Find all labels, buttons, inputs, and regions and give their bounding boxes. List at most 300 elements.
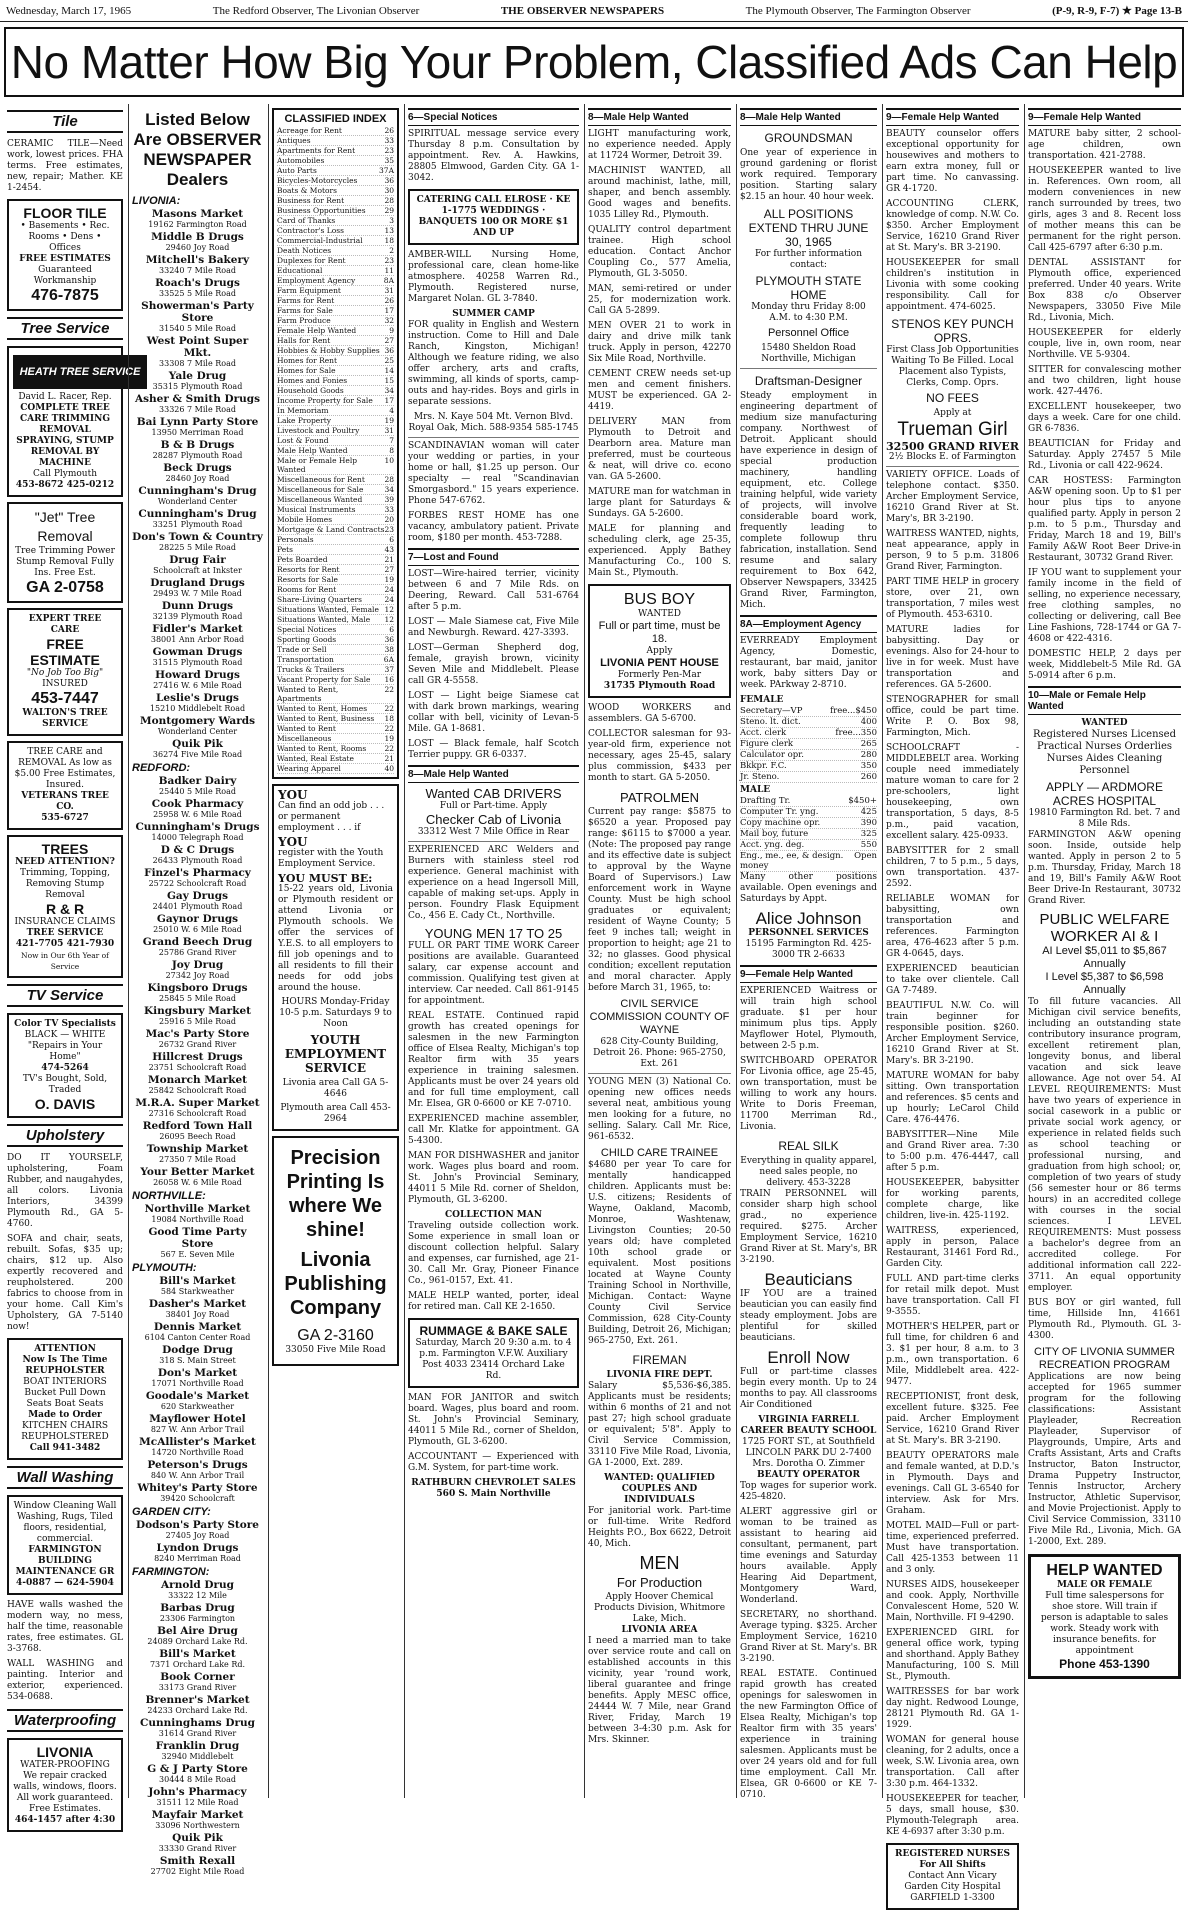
ad-text: Now Is The Time	[22, 1355, 108, 1365]
dealer-address: 27405 Joy Road	[165, 1531, 230, 1540]
classified-ad: SOFA and chair, seats, rebuilt. Sofas, $35 up; chairs, $12 up. Also expertly recovered and reupholstered. 200 fabrics to choose from in your home. Call Kim's Upholstery, GA 7-5140 now!	[7, 1234, 123, 1332]
index-number: 36	[384, 346, 394, 355]
job-listing	[740, 829, 877, 840]
classified-ad: MAN FOR JANITOR and switch board. Wages, plus board and room. St. John's Provincial Seminary, 44011 5 Mile Rd., corner of Sheldon, Plymouth, GL 3-6200.	[408, 1393, 579, 1447]
dealer-address: 6104 Canton Center Road	[144, 1333, 251, 1342]
job-title: Secretary—VP	[740, 706, 803, 716]
classified-ad: SITTER for convalescing mother and two children, light house work. 427-4476.	[1028, 365, 1181, 397]
index-entry	[277, 754, 394, 764]
dealer-town: FARMINGTON:	[132, 1566, 210, 1578]
index-entry	[277, 236, 394, 246]
job-salary: 550	[860, 840, 877, 850]
classified-ad: DOMESTIC HELP, 2 days per week, Middlebelt-5 Mile Rd. GA 5-0914 after 6 p.m.	[1028, 649, 1181, 681]
display-ad-rr	[7, 835, 123, 978]
index-number: 13	[384, 226, 394, 235]
display-ad-reupholster	[7, 1338, 123, 1460]
dealer-name: Don's Town & Country	[132, 531, 263, 543]
classified-ad: COLLECTOR salesman for 93-year-old firm, experience not necessary, ages 25-45, salary plus commission, $433 per month to start. GA 5-2050.	[588, 729, 731, 783]
heath-logo: HEATH TREE SERVICE	[13, 355, 147, 389]
dealer-name: Mitchell's Bakery	[145, 254, 250, 266]
dealer-address: 33240 7 Mile Road	[159, 266, 236, 275]
index-category: Wanted to Rent	[277, 724, 336, 733]
index-category: Miscellaneous for Sale	[277, 485, 364, 494]
dealer-entry	[132, 1203, 263, 1224]
dealer-entry	[132, 1166, 263, 1187]
dealer-address: 33330 Grand River	[158, 1844, 237, 1853]
ad-title: Beauticians	[764, 1270, 853, 1289]
papers-left: The Redford Observer, The Livonian Observer	[212, 4, 420, 17]
dealer-address: 36274 Five Mile Road	[152, 750, 243, 759]
classified-ad: VARIETY OFFICE. Loads of telephone contact. $350. Archer Employment Service, 16210 Grand River at St. Mary's, BR 3-2190.	[886, 470, 1019, 524]
dealer-entry	[132, 370, 263, 391]
section-header: 9—Female Help Wanted	[740, 965, 877, 983]
classified-ad: CAR HOSTESS: Farmington A&W opening soon. Up to $1 per hour plus tips to anyone qualified party. Apply in person 2 p.m. to 5 p.m., Thursday and Friday, March 18 and 19, Bill's Family A&W Root Beer Drive-in Restaurant, 30732 Grand River.	[1028, 476, 1181, 563]
dealer-entry	[132, 1786, 263, 1807]
classified-ad: HOUSEKEEPER for teacher, 5 days, small house, $30. Plymouth-Telegraph area. KE 4-6937 after 3:30 p.m.	[886, 1794, 1019, 1837]
job-listing	[740, 818, 877, 829]
dealer-name: Bill's Market	[159, 1648, 236, 1660]
index-entry	[277, 446, 394, 456]
ad-title: MEN	[639, 1553, 680, 1573]
classified-ad: LOST — Male Siamese cat, Five Mile and Newburgh. Reward. 427-3393.	[408, 617, 579, 638]
ad-phone: GA 2-0758	[26, 579, 104, 596]
ad-title: Livonia Publishing Company	[284, 1249, 387, 1319]
index-category: Homes for Sale	[277, 366, 336, 375]
index-number: 24	[384, 585, 394, 594]
classified-ad: DENTAL ASSISTANT for Plymouth office, experienced preferred. Under 40 years. Write Box 838 c/o Observer Newspapers, 33050 Five Mile Rd., Livonia, Mich.	[1028, 258, 1181, 323]
dealer-entry	[132, 738, 263, 759]
index-number: 19	[384, 416, 394, 425]
dealer-address: Schoolcraft at Inkster	[153, 566, 242, 575]
dealer-name: Middle B Drugs	[151, 231, 244, 243]
index-entry	[277, 635, 394, 645]
ad-title: Wanted CAB DRIVERS	[425, 786, 562, 801]
index-category: Bicycles-Motorcycles	[277, 176, 358, 185]
ad-title: LIVONIA AREA	[621, 1625, 698, 1635]
index-category: Female Help Wanted	[277, 326, 357, 335]
ad-title: COLLECTION MAN	[445, 1210, 542, 1220]
dealer-entry	[132, 1005, 263, 1026]
ad-title: Precision Printing Is where We shine!	[286, 1147, 385, 1241]
dealer-entry	[132, 1413, 263, 1434]
dealer-address: 27316 Schoolcraft Road	[148, 1109, 247, 1118]
ad-title: YOUTH EMPLOYMENT SERVICE	[284, 1033, 387, 1075]
dealer-name: Bel Aire Drug	[157, 1625, 238, 1637]
ad-text: • Basements • Rec. Rooms • Dens • Offices	[20, 221, 110, 253]
index-entry	[277, 495, 394, 505]
index-entry	[277, 166, 394, 176]
classified-ad: REAL ESTATE. Continued rapid growth has created openings for salesmen in the new Farmington office of Elsea Realty, Michigan's top Realtor firm with 35 years experience in training salesmen. Applicants must be over 24 years old and for full time employment, call Mr. Elsea, GR 0-6600 or KE 7-0710.	[408, 1011, 579, 1109]
index-title: CLASSIFIED INDEX	[284, 113, 387, 125]
index-number: 17	[384, 396, 394, 405]
ad-text: 15480 Sheldon Road Northville, Michigan	[761, 343, 856, 364]
dealer-entry	[132, 1809, 263, 1830]
index-number: 3	[389, 216, 394, 225]
classified-ad: PART TIME HELP in grocery store, over 21, own transportation, 7 miles west of Plymouth. 453-6310.	[886, 577, 1019, 620]
dealer-name: Kingsbury Market	[143, 1005, 252, 1017]
ad-text: TREE SERVICE	[26, 928, 104, 938]
classified-ad: MEN OVER 21 to work in dairy and drive milk tank truck. Apply in person, 42270 Six Mile Road, Northville.	[588, 321, 731, 364]
index-number: 28	[384, 475, 394, 484]
section-header: 8—Male Help Wanted	[408, 765, 579, 783]
classified-ad: EXPERIENCED GIRL for general office work, typing and shorthand. Apply Bathey Manufacturing, 100 S. Mill St., Plymouth.	[886, 1628, 1019, 1682]
dealer-entry	[132, 867, 263, 888]
dealer-entry	[132, 439, 263, 460]
dealer-address: 38401 Joy Road	[165, 1310, 230, 1319]
index-category: Hobbies & Hobby Supplies	[277, 346, 380, 355]
dealer-entry	[132, 959, 263, 980]
dealer-name: Arnold Drug	[161, 1579, 234, 1591]
index-number: 32	[384, 316, 394, 325]
ad-text: BLACK — WHITE "Repairs in Your Home"	[24, 1030, 106, 1062]
dealer-name: Northville Market	[144, 1203, 251, 1215]
classified-ad: MATURE ladies for babysitting. Day or evenings. Also for 24-hour to live in for week. Must have transportation and references. GA 5-2600.	[886, 625, 1019, 690]
ad-text: Can find an odd job . . . or permanent employment . . . if	[278, 801, 385, 833]
index-category: Boats & Motors	[277, 186, 337, 195]
index-entry	[277, 366, 394, 376]
job-title: Bkkpr. F.C.	[740, 761, 787, 771]
ad-title: FREE ESTIMATE	[30, 636, 100, 668]
index-entry	[277, 286, 394, 296]
classified-ad: FARMINGTON A&W opening soon. Inside, outside help wanted. Apply in person 2 to 5 p.m. Thursday, Friday, March 18 and 19, Bill's Family A&W Root Beer Drive-In Restaurant, 30732 Grand River.	[1028, 830, 1181, 906]
classified-ad: BEAUTY counselor offers exceptional opportunity for housewives and mothers to earn extra money, full or part time. No canvassing. GR 4-1720.	[886, 129, 1019, 194]
ad-text: 2½ Blocks E. of Farmington	[888, 452, 1017, 462]
ad-phone: 453-8672 425-0212	[15, 480, 115, 490]
dealer-entry	[132, 1097, 263, 1118]
dealer-address: 567 E. Seven Mile	[160, 1250, 235, 1259]
dealer-entry	[132, 1625, 263, 1646]
dealer-name: D & C Drugs	[160, 844, 235, 856]
index-number: 23	[384, 146, 394, 155]
index-number: 19	[384, 734, 394, 743]
ad-title: ALL POSITIONS EXTEND THRU JUNE 30, 1965	[748, 207, 869, 249]
section-header-tree: Tree Service	[7, 317, 123, 340]
index-entry	[277, 276, 394, 286]
classified-ad: ACCOUNTING CLERK, knowledge of comp. N.W. Co. $350. Archer Employment Service, 16210 Grand River at St. Mary's. BR 3-2190.	[886, 199, 1019, 253]
index-entry	[277, 456, 394, 475]
column-female-help-b	[1024, 104, 1184, 1798]
index-number: 12	[384, 615, 394, 624]
index-category: Wanted to Rent, Apartments	[277, 685, 339, 703]
classified-ad: Top wages for superior work. 425-4820.	[740, 1481, 877, 1502]
ad-phone: Call 941-3482	[29, 1443, 101, 1453]
job-title: Acct. yng. deg.	[740, 840, 805, 850]
dealer-entry	[132, 1832, 263, 1853]
dealer-address: 26732 Grand River	[158, 1040, 237, 1049]
ad-text: First Class Job Opportunities Waiting To Be Filled. Local Placement also Typists, Clerks, Comp. Oprs.	[886, 345, 1019, 388]
index-entry	[277, 186, 394, 196]
ad-phone: 453-7447	[31, 690, 99, 707]
index-number: 40	[384, 764, 394, 773]
index-entry	[277, 386, 394, 396]
classified-ad: MOTEL MAID—Full or part-time, experienced preferred. Must have transportation. Call 425-1353 between 11 and 3 only.	[886, 1521, 1019, 1575]
dealer-town: REDFORD:	[132, 762, 191, 774]
index-entry	[277, 704, 394, 714]
classified-ad: MATURE man for watchman in large plant for Saturdays & Sundays. GA 5-2600.	[588, 487, 731, 519]
dealer-entry	[132, 1226, 263, 1259]
job-salary: 265	[860, 739, 877, 749]
dealer-address: 33251 Plymouth Road	[152, 520, 243, 529]
ad-title: LIVONIA	[36, 1744, 94, 1760]
dealer-name: McAllister's Market	[139, 1436, 256, 1448]
ad-text: 32500 GRAND RIVER	[886, 440, 1019, 453]
dealer-address: 8240 Merriman Road	[154, 1554, 241, 1563]
dealer-address: 318 S. Main Street	[159, 1356, 236, 1365]
index-entry	[277, 426, 394, 436]
dealer-entry	[132, 913, 263, 934]
index-entry	[277, 156, 394, 166]
index-number: 31	[384, 286, 394, 295]
classified-ad: FULL OR PART TIME WORK Career positions are available. Guaranteed salary, car expense account and commission. Qualifying test given at interview. Car needed. Call 861-9145 for appointment.	[408, 941, 579, 1006]
ad-text: FARMINGTON BUILDING MAINTENANCE GR 4-0887 — 624-5904	[15, 1545, 115, 1588]
ad-title: VETERANS TREE CO.	[21, 791, 109, 812]
ad-title: FIREMAN	[632, 1353, 687, 1367]
dealer-name: John's Pharmacy	[148, 1786, 247, 1798]
dealer-entry	[132, 1390, 263, 1411]
index-number: 29	[384, 206, 394, 215]
ad-text: COMPLETE TREE CARE TRIMMING REMOVAL SPRAYING, STUMP REMOVAL BY MACHINE	[16, 403, 114, 468]
section-header-tile: Tile	[7, 110, 123, 133]
job-listing	[740, 706, 877, 717]
ad-title: REAL SILK	[778, 1139, 839, 1153]
ad-text: Now in Our 6th Year of Service	[21, 951, 109, 971]
ad-text: 31735 Plymouth Road	[603, 681, 716, 691]
dealer-entry	[132, 982, 263, 1003]
dealer-name: Yale Drug	[168, 370, 227, 382]
dealer-name: Gay Drugs	[166, 890, 229, 902]
ad-text: BOAT INTERIORS	[23, 1377, 107, 1387]
index-number: 4	[389, 406, 394, 415]
ad-text: Registered Nurses Licensed Practical Nurses Orderlies Nurses Aides Cleaning Personnel	[1033, 729, 1176, 776]
index-entry	[277, 246, 394, 256]
classified-ad: FULL AND part-time clerks for retail milk depot. Must have transportation. Call FI 9-3555.	[886, 1274, 1019, 1317]
ad-title: PUBLIC WELFARE WORKER AI & I	[1039, 911, 1170, 945]
job-listing	[740, 739, 877, 750]
index-category: In Memoriam	[277, 406, 329, 415]
classified-ad: RELIABLE WOMAN for babysitting, own transportation and references. Farmington area, 476-4623 after 5 p.m. GR 4-0645, days.	[886, 894, 1019, 959]
dealer-entry	[132, 577, 263, 598]
dealer-address: 840 W. Ann Arbor Trail	[150, 1471, 245, 1480]
dealer-address: 14720 Northville Road	[151, 1448, 244, 1457]
dealer-address: 39420 Schoolcraft	[160, 1494, 235, 1503]
ad-text: Window Cleaning Wall Washing, Rugs, Tiled floors, residential, commercial.	[13, 1501, 117, 1544]
dealer-address: 827 W. Ann Arbor Trail	[150, 1425, 245, 1434]
dealer-name: Asher & Smith Drugs	[134, 393, 261, 405]
index-entry	[277, 575, 394, 585]
ad-text: RATHBURN CHEVROLET SALES 560 S. Main Northville	[411, 1478, 576, 1499]
dealer-entry	[132, 254, 263, 275]
dealer-address: 23306 Farmington	[159, 1614, 236, 1623]
index-number: 38	[384, 645, 394, 654]
dealer-name: Howard Drugs	[155, 669, 240, 681]
ad-text: I Level $5,387 to $6,598 Annually	[1045, 971, 1164, 996]
dealer-address: 27702 Eight Mile Road	[150, 1867, 245, 1876]
ad-title: BUS BOY	[623, 591, 696, 608]
ad-title: VIRGINIA FARRELL CAREER BEAUTY SCHOOL	[740, 1415, 877, 1436]
index-number: 24	[384, 595, 394, 604]
display-ad-cab	[408, 786, 579, 838]
dealer-address: 28460 Joy Road	[165, 474, 230, 483]
index-number: 11	[384, 266, 394, 275]
dealer-address: 13950 Merriman Road	[151, 428, 244, 437]
section-header: 9—Female Help Wanted	[1028, 108, 1181, 126]
classified-ad: HOUSEKEEPER, babysitter for working parents, complete charge, like children, live-in. 425-1192.	[886, 1178, 1019, 1221]
classified-ad: MALE HELP wanted, porter, ideal for retired man. Call KE 2-1650.	[408, 1291, 579, 1312]
classified-ad: EXPERIENCED Waitress or will train high school graduate. $1 per hour minimum plus tips. Apply Mayflower Hotel, Plymouth, between 2-5 p.m.	[740, 986, 877, 1051]
dealer-address: 33308 7 Mile Road	[159, 359, 236, 368]
dealer-address: 24089 Orchard Lake Rd.	[147, 1637, 248, 1646]
ad-text: HOURS Monday-Friday 10-5 p.m. Saturdays 9 to Noon	[279, 997, 392, 1029]
dealer-entry	[132, 1671, 263, 1692]
classified-ad: STENOGRAPHER for small office, could be part time. Write P. O. Box 98, Farmington, Mich.	[886, 695, 1019, 738]
index-entry	[277, 356, 394, 366]
jobs-label-male: MALE	[740, 785, 771, 795]
classified-ad: DELIVERY MAN from Plymouth to Detroit and Dearborn area. Mature man preferred, must be courteous & neat, will drive co. econo van. GA 5-2600.	[588, 417, 731, 482]
section-header: 8—Male Help Wanted	[588, 108, 731, 126]
index-entry	[277, 326, 394, 336]
divider	[886, 466, 1019, 467]
column-index	[268, 104, 402, 1798]
index-number: 6A	[383, 655, 394, 664]
job-salary: Open	[854, 851, 877, 861]
index-number: 9	[389, 326, 394, 335]
index-category: Miscellaneous Wanted	[277, 495, 363, 504]
dealer-address: 25010 W. 6 Mile Road	[153, 925, 242, 934]
display-ad-tv	[7, 1013, 123, 1118]
column-male-help-a	[584, 104, 734, 1798]
classified-ad: MATURE WOMAN for baby sitting. Own transportation and references. $5 cents and up hourly; LeCarol Child Care. 476-4476.	[886, 1071, 1019, 1125]
display-ad-catering: CATERING CALL ELROSE · KE 1-1775 WEDDINGS · BANQUETS 100 OR MORE $1 AND UP	[408, 189, 579, 245]
dealer-entry	[132, 1051, 263, 1072]
ad-text: Trimming, Topping, Removing Stump Removal	[20, 868, 110, 900]
index-number: 18	[384, 236, 394, 245]
classified-ad: WALL WASHING and painting. Interior and exterior, experienced. 534-0688.	[7, 1659, 123, 1702]
index-list	[277, 126, 394, 774]
index-category: Business for Rent	[277, 196, 345, 205]
dealer-name: Smith Rexall	[159, 1855, 236, 1867]
ad-title: EXPERT TREE CARE	[28, 614, 102, 635]
section-header: 10—Male or Female Help Wanted	[1028, 686, 1181, 715]
classified-ad: EXPERIENCED beautician to take over clientele. Call GA 7-7489.	[886, 964, 1019, 996]
index-entry	[277, 734, 394, 744]
index-category: Miscellaneous	[277, 734, 332, 743]
classified-ad: YOUNG MEN (3) National Co. opening new offices needs several neat, ambitious young men looking for a future, no selling. Salary. Call Mr. Rice, 961-6532.	[588, 1077, 731, 1142]
classified-ad: Many other positions available. Open evenings and Saturdays by Appt.	[740, 872, 877, 904]
dealer-address: 25786 Grand River	[158, 948, 237, 957]
index-entry	[277, 764, 394, 774]
classified-ad: HOUSEKEEPER wanted to live in. References. Own room, all modern conveniences in new ranch surrounded by trees, two girls, ages 3 and 8. Recent loss of mother means this can be permanent for the right person. Call 425-6797 after 6:30 p.m.	[1028, 166, 1181, 253]
dealer-name: Peterson's Drugs	[147, 1459, 248, 1471]
classified-ad: SCHOOLCRAFT - MIDDLEBELT area. Working couple need immediately mature woman to care for 2 pre-schoolers, light housekeeping, own transportation, 5 days, 8-5 p.m., paid vacation, excellent salary. 425-0933.	[886, 743, 1019, 841]
ad-text: Full or Part-time. Apply	[439, 801, 548, 811]
dealer-town: GARDEN CITY:	[132, 1506, 211, 1518]
dealer-address: 31614 Grand River	[158, 1729, 237, 1738]
ad-text: TV's Bought, Sold, Traded	[22, 1074, 108, 1095]
dealer-address: 26095 Beech Road	[159, 1132, 236, 1141]
dealer-name: Dodge Drug	[162, 1344, 233, 1356]
dealer-entry	[132, 1542, 263, 1563]
index-entry	[277, 296, 394, 306]
index-entry	[277, 256, 394, 266]
section-header: 8A—Employment Agency	[740, 615, 877, 633]
job-listing	[740, 840, 877, 851]
classified-ad: WAITRESS WANTED, nights, neat appearance, apply in person, 9 to 5 p.m. 31806 Grand River, Farmington.	[886, 529, 1019, 572]
ad-text: 1725 FORT ST., at Southfield LINCOLN PARK DU 2-7400 Mrs. Dorotha O. Zimmer	[742, 1437, 875, 1469]
job-listing	[740, 807, 877, 818]
index-number: 43	[384, 545, 394, 554]
ad-title: PLYMOUTH STATE HOME	[755, 274, 862, 302]
index-entry	[277, 675, 394, 685]
dealer-address: 26058 W. 6 Mile Road	[153, 1178, 242, 1187]
ad-title: STENOS KEY PUNCH OPRS.	[891, 317, 1014, 345]
dealer-name: Drug Fair	[169, 554, 226, 566]
classified-ad: For janitorial work. Part-time or full-time. Write Redford Heights P.O., Box 6622, Detroit 40, Mich.	[588, 1506, 731, 1549]
ad-title: Enroll Now	[767, 1348, 850, 1367]
index-entry	[277, 316, 394, 326]
index-entry	[277, 206, 394, 216]
index-number: 19	[384, 575, 394, 584]
ad-text: Livonia area Call GA 5-4646	[282, 1078, 389, 1099]
classified-ad: MALE for planning and scheduling clerk, age 25-35, experienced. Apply Bathey Manufacturing Co., 100 S. Main St., Plymouth.	[588, 524, 731, 578]
ad-text: YOU MUST BE:	[278, 872, 373, 885]
dealer-entry	[132, 1143, 263, 1164]
index-number: 6	[389, 535, 394, 544]
ad-title: CIVIL SERVICE COMMISSION COUNTY OF WAYNE	[589, 998, 730, 1036]
index-entry	[277, 336, 394, 346]
index-entry	[277, 595, 394, 605]
dealer-name: Whitey's Party Store	[137, 1482, 258, 1494]
index-category: Resorts for Sale	[277, 575, 338, 584]
classified-ad: HAVE walls washed the modern way, no mess, half the time, reasonable rates, free estimates. GL 3-3768.	[7, 1600, 123, 1654]
display-ad-jet	[7, 502, 123, 603]
index-number: 22	[384, 744, 394, 753]
index-entry	[277, 665, 394, 675]
index-number: 37	[384, 665, 394, 674]
index-number: 14	[384, 366, 394, 375]
dealer-entry	[132, 416, 263, 437]
job-title: Eng., me., ee, & design. money	[740, 851, 844, 871]
classified-ad: TRAIN PERSONNEL will consider sharp high school grad., no experience required. $275. Archer Employment Service, 16210 Grand River at St. Mary's, BR 3-2190.	[740, 1189, 877, 1265]
index-number: 21	[384, 555, 394, 564]
dealers-list	[132, 196, 263, 1876]
index-entry	[277, 226, 394, 236]
index-category: Homes for Rent	[277, 356, 338, 365]
classified-ad: FORBES REST HOME has one vacancy, ambulatory patient. Private room, $180 per month. 453-7288.	[408, 511, 579, 543]
ad-text: MALE OR FEMALE	[1056, 1580, 1153, 1590]
job-salary: 390	[860, 818, 877, 828]
index-category: Household Goods	[277, 386, 344, 395]
ad-text: Apply Hoover Chemical Products Division, Whitmore Lake, Mich.	[593, 1592, 726, 1624]
classified-ad: LOST — Light beige Siamese cat with dark brown markings, wearing collar with bell, vicinity of Levan-5 Mile. GA 1-8681.	[408, 691, 579, 734]
ad-text: 33312 West 7 Mile Office in Rear	[417, 827, 570, 837]
classified-ad: QUALITY control department trainee. High school education. Contact Anchor Coupling Co., 577 Amelia, Plymouth, GL 3-5050.	[588, 225, 731, 279]
index-category: Special Notices	[277, 625, 337, 634]
classified-ad: EXCELLENT housekeeper, two days a week. Care for one child. GR 6-7836.	[1028, 402, 1181, 434]
dealer-entry	[132, 485, 263, 506]
ad-text: Apply	[646, 646, 673, 656]
classified-ad: LIGHT manufacturing work, no experience needed. Apply at 11724 Wormer, Detroit 39.	[588, 129, 731, 161]
dealer-address: 26433 Plymouth Road	[152, 856, 243, 865]
ad-text: YOU	[278, 788, 308, 802]
dealer-address: 25958 W. 6 Mile Road	[153, 810, 242, 819]
index-entry	[277, 126, 394, 136]
index-number: 2	[389, 246, 394, 255]
index-entry	[277, 216, 394, 226]
dealer-entry	[132, 1459, 263, 1480]
section-header-upholstery: Upholstery	[7, 1124, 123, 1147]
dealer-entry	[132, 1519, 263, 1540]
jobs-label-female: FEMALE	[740, 695, 784, 705]
